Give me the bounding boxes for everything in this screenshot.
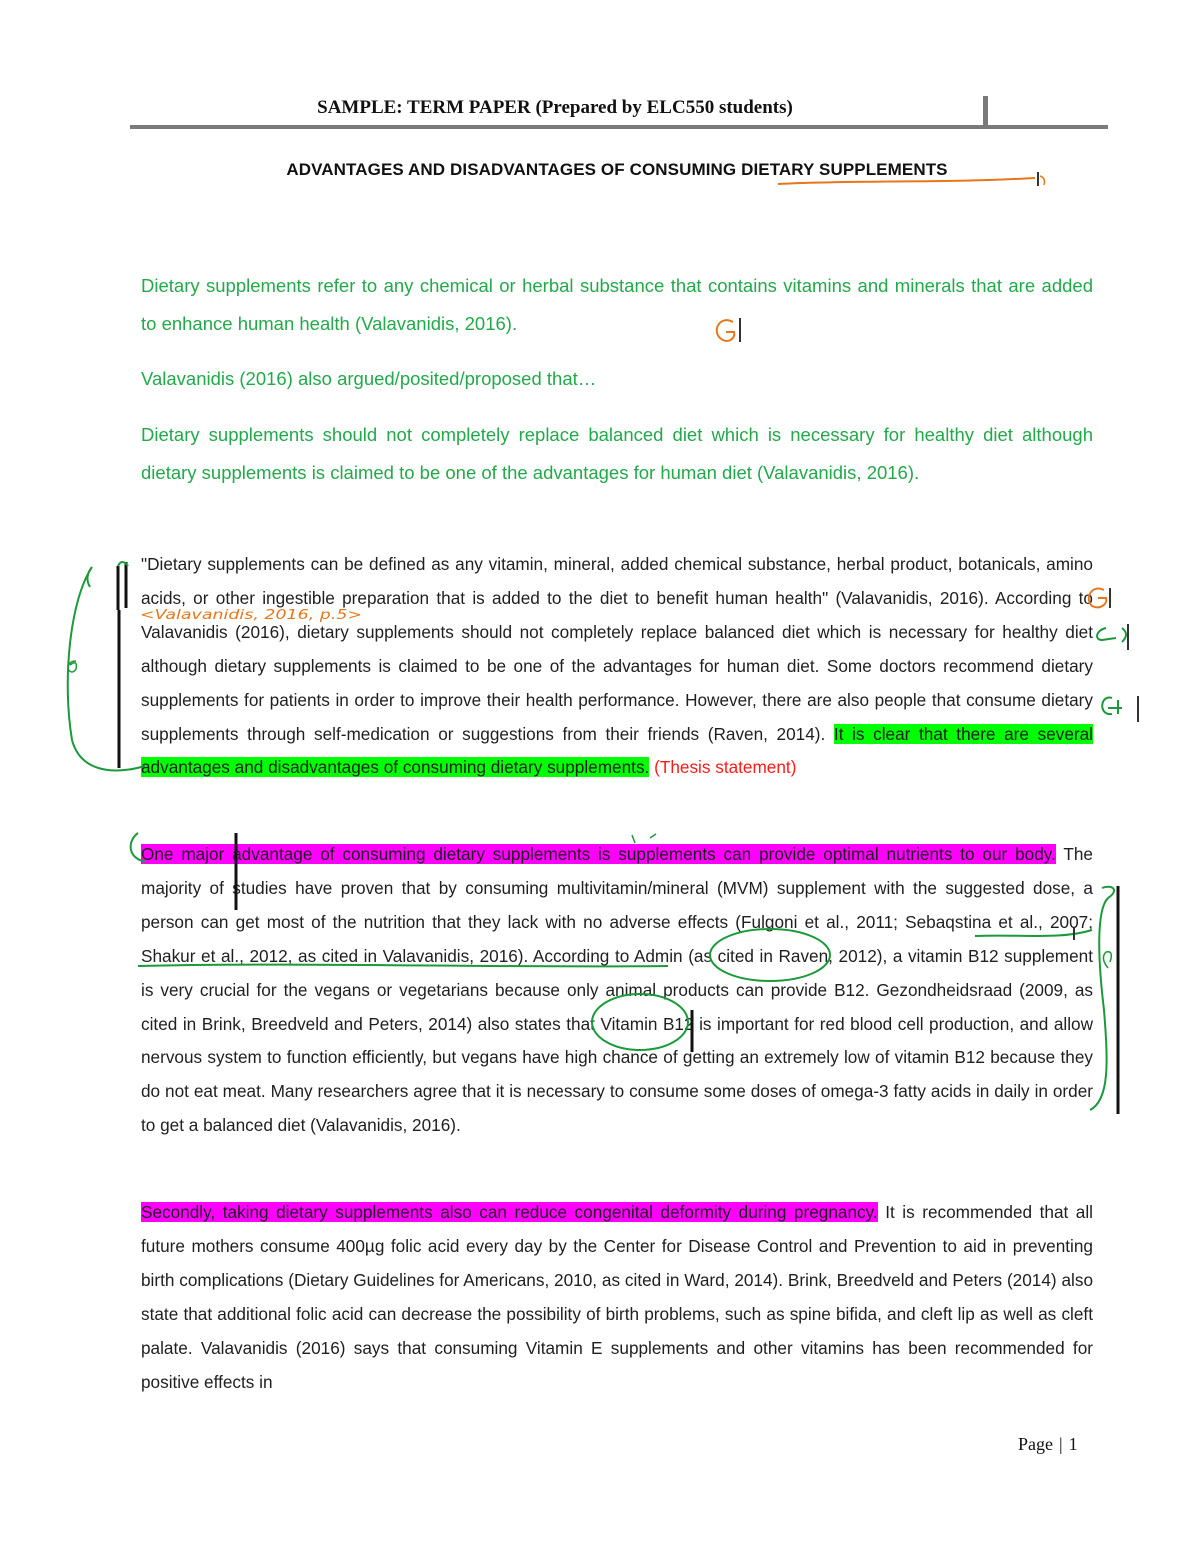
intro-paragraph bbox=[141, 548, 1093, 785]
handwritten-citation: <Valavanidis, 2016, p.5> bbox=[140, 608, 362, 623]
body-paragraph-3 bbox=[141, 1196, 1093, 1399]
header-rule bbox=[130, 125, 1108, 129]
body-paragraph-2 bbox=[141, 838, 1093, 1143]
topic-sentence-2: Secondly, taking dietary supplements also can reduce congenital deformity during pregnancy. bbox=[141, 1202, 878, 1222]
document-title: ADVANTAGES AND DISADVANTAGES OF CONSUMING DIETARY SUPPLEMENTS bbox=[286, 160, 948, 179]
right-bracket-para2 bbox=[1090, 887, 1114, 1110]
green-note-replace: Dietary supplements should not completely replace balanced diet which is necessary for healthy diet although dietary supplements is claimed to be one of the advantages for human diet (Valavanidis, 2016). bbox=[141, 424, 1093, 483]
green-arc-right bbox=[1122, 628, 1126, 642]
topic-sentence-1: One major advantage of consuming dietary supplements is supplements can provide optimal nutrients to our body. bbox=[141, 844, 1056, 864]
left-e-mark bbox=[68, 661, 76, 672]
header-tick bbox=[983, 96, 988, 128]
thesis-label: (Thesis statement) bbox=[649, 757, 797, 778]
green-note-definition: Dietary supplements refer to any chemical or herbal substance that contains vitamins and minerals that are added to enhance human health (Valavanidis, 2016). bbox=[141, 275, 1093, 334]
page-footer: Page | 1 bbox=[1018, 1434, 1078, 1454]
green-note-argued: Valavanidis (2016) also argued/posited/proposed that… bbox=[141, 368, 597, 389]
intro-hook-green bbox=[118, 562, 128, 566]
left-arc-intro bbox=[68, 567, 145, 770]
paragraph-3-text: It is recommended that all future mothers consume 400µg folic acid every day by the Center for Disease Control and Prevention to aid in preventing birth complications (Dietary Guidelines for Americans, 2010, as cited in Ward, 2014). Brink, Breedveld and Peters (2014) also state that additional folic acid can decrease the possibility of birth problems, such as spine bifida, and cleft lip as well as cleft palate. Valavanidis (2016) says that consuming Vitamin E supplements and other vitamins has been recommended for positive effects in bbox=[141, 1202, 1093, 1392]
green-g-mark bbox=[1102, 698, 1122, 715]
intro-text: "Dietary supplements can be defined as any vitamin, mineral, added chemical substance, herbal product, botanicals, amino acids, or other ingestible preparation that is added to the diet to benefit human health" (Valavanidis, 2016). According to Valavanidis (2016), dietary supplements should not completely replace balanced diet which is necessary for healthy diet although dietary supplements is claimed to be one of the advantages for human diet. Some doctors recommend dietary supplements for patients in order to improve their health performance. However, there are also people that consume dietary supplements through self-medication or suggestions from their friends (Raven, 2014). bbox=[141, 554, 1093, 744]
right-e-mark bbox=[1103, 952, 1111, 968]
header-title: SAMPLE: TERM PAPER (Prepared by ELC550 students) bbox=[317, 97, 793, 118]
page-number: 1 bbox=[1068, 1434, 1078, 1454]
paragraph-2-text: The majority of studies have proven that by consuming multivitamin/mineral (MVM) supplement with the suggested dose, a person can get most of the nutrition that they lack with no adverse effects (Fulgoni et al., 2011; Sebaqstina et al., 2007; Shakur et al., 2012, as cited in Valavanidis, 2016). According to Admin (as cited in Raven, 2012), a vitamin B12 supplement is very crucial for the vegans or vegetarians because only animal products can provide B12. Gezondheidsraad (2009, as cited in Brink, Breedveld and Peters, 2014) also states that Vitamin B12 is important for red blood cell production, and allow nervous system to function efficiently, but vegans have high chance of getting an extremely low of vitamin B12 because they do not eat meat. Many researchers agree that it is necessary to consume some doses of omega-3 fatty acids in daily in order to get a balanced diet (Valavanidis, 2016). bbox=[141, 844, 1093, 1136]
thesis-statement: It is clear that there are several advantages and disadvantages of consuming dietary supplements. bbox=[141, 723, 1093, 778]
page-label: Page bbox=[1018, 1434, 1053, 1454]
left-hook-intro bbox=[87, 567, 92, 587]
green-dash-mark bbox=[1097, 628, 1116, 640]
